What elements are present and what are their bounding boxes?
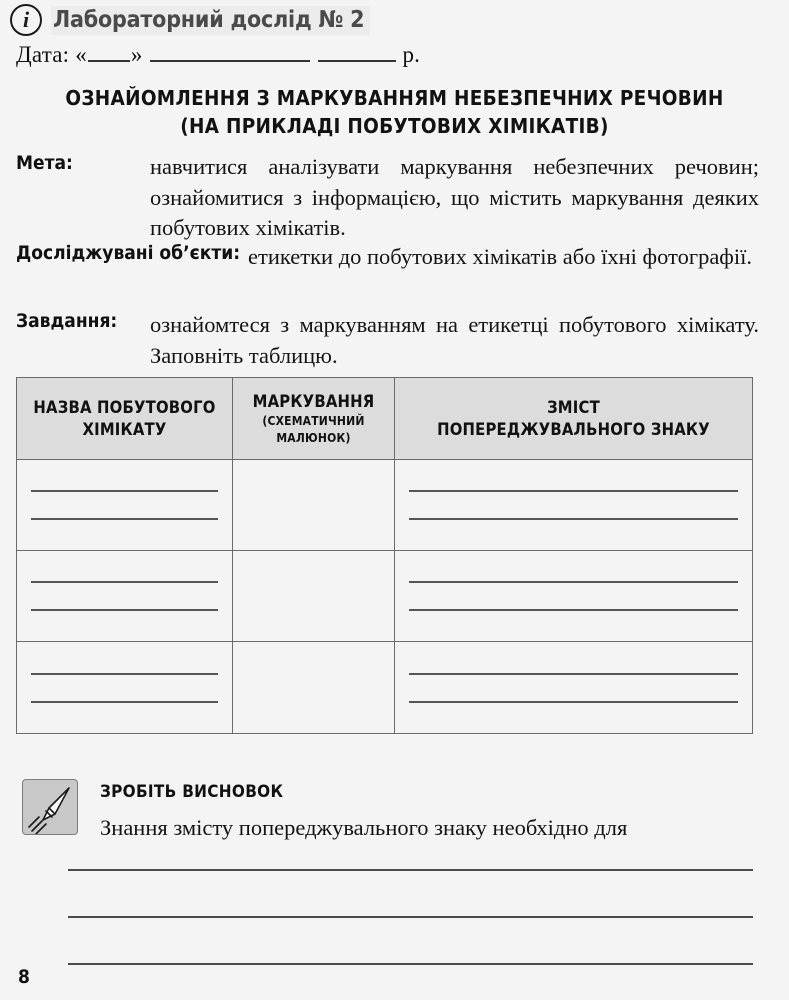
date-month-blank[interactable] — [150, 45, 310, 62]
table-header-marking-line1: МАРКУВАННЯ — [252, 391, 375, 411]
table-cell-name[interactable] — [17, 460, 233, 550]
table-row — [17, 460, 752, 551]
write-line[interactable] — [31, 701, 218, 703]
conclusion-text: Знання змісту попереджувального знаку необхідно для — [100, 815, 628, 840]
date-row — [16, 42, 420, 68]
field-objects-label: Досліджувані об’єкти: — [16, 242, 241, 264]
table-header-meaning — [395, 378, 752, 459]
table-header-marking-line2: (СХЕМАТИЧНИЙ — [262, 414, 365, 429]
write-line[interactable] — [31, 490, 218, 492]
write-line[interactable] — [409, 673, 738, 675]
date-year-blank[interactable] — [318, 45, 396, 62]
table-header-meaning-line2: ПОПЕРЕДЖУВАЛЬНОГО ЗНАКУ — [437, 419, 710, 439]
table-cell-meaning[interactable] — [395, 642, 752, 733]
answer-line[interactable] — [68, 916, 753, 918]
table-header-marking-line3: МАЛЮНОК) — [276, 431, 351, 446]
write-line[interactable] — [409, 581, 738, 583]
quote-close: » — [130, 42, 143, 67]
write-line[interactable] — [31, 581, 218, 583]
write-lines — [409, 551, 738, 641]
write-lines — [409, 642, 738, 733]
write-line[interactable] — [31, 673, 218, 675]
table-header-row — [17, 378, 752, 460]
lab-header — [10, 4, 370, 36]
page-title-line2: (НА ПРИКЛАДІ ПОБУТОВИХ ХІМІКАТІВ) — [180, 113, 609, 138]
info-icon: i — [10, 4, 42, 36]
write-line[interactable] — [409, 490, 738, 492]
table-cell-name[interactable] — [17, 642, 233, 733]
table-header-name-line1: НАЗВА ПОБУТОВОГО — [33, 398, 216, 418]
answer-line[interactable] — [68, 963, 753, 965]
table-header-marking — [233, 378, 395, 459]
table-header-name — [17, 378, 233, 459]
field-objects-text: етикетки до побутових хімікатів або їхні фотографії. — [248, 244, 753, 269]
table-cell-marking[interactable] — [233, 551, 395, 641]
table-row — [17, 551, 752, 642]
conclusion-answer-lines — [68, 869, 753, 965]
field-task-label: Завдання: — [16, 310, 118, 332]
write-lines — [409, 460, 738, 550]
lab-title: Лабораторний дослід № 2 — [51, 6, 370, 35]
write-lines — [31, 460, 218, 550]
pencil-icon — [22, 779, 78, 835]
field-goal — [16, 152, 759, 244]
write-line[interactable] — [409, 701, 738, 703]
write-line[interactable] — [31, 518, 218, 520]
write-line[interactable] — [409, 518, 738, 520]
field-objects — [16, 242, 759, 273]
field-task-text: ознайомтеся з маркуванням на етикетці побутового хімікату. Заповніть таблицю. — [150, 312, 759, 368]
table-cell-meaning[interactable] — [395, 460, 752, 550]
table-cell-meaning[interactable] — [395, 551, 752, 641]
field-goal-label: Мета: — [16, 152, 73, 174]
quote-open: « — [75, 42, 87, 67]
year-suffix: р. — [402, 42, 421, 67]
date-label: Дата: — [16, 42, 70, 67]
page-title-line1: ОЗНАЙОМЛЕННЯ З МАРКУВАННЯМ НЕБЕЗПЕЧНИХ РЕЧОВИН — [65, 86, 724, 110]
write-line[interactable] — [31, 609, 218, 611]
table-header-meaning-line1: ЗМІСТ — [547, 398, 600, 418]
field-task — [16, 310, 759, 371]
date-day-blank[interactable] — [88, 45, 130, 62]
write-lines — [31, 551, 218, 641]
page-number: 8 — [18, 966, 30, 988]
table-cell-name[interactable] — [17, 551, 233, 641]
page-title — [0, 85, 789, 140]
marking-table — [16, 377, 753, 734]
write-line[interactable] — [409, 609, 738, 611]
table-row — [17, 642, 752, 733]
table-header-name-line2: ХІМІКАТУ — [82, 419, 167, 439]
field-goal-text: навчитися аналізувати маркування небезпечних речовин; ознайомитися з інформацією, що містить маркування деяких побутових хімікатів. — [150, 154, 759, 241]
answer-line[interactable] — [68, 869, 753, 871]
table-cell-marking[interactable] — [233, 460, 395, 550]
conclusion-heading: ЗРОБІТЬ ВИСНОВОК — [100, 782, 284, 802]
table-cell-marking[interactable] — [233, 642, 395, 733]
write-lines — [31, 642, 218, 733]
